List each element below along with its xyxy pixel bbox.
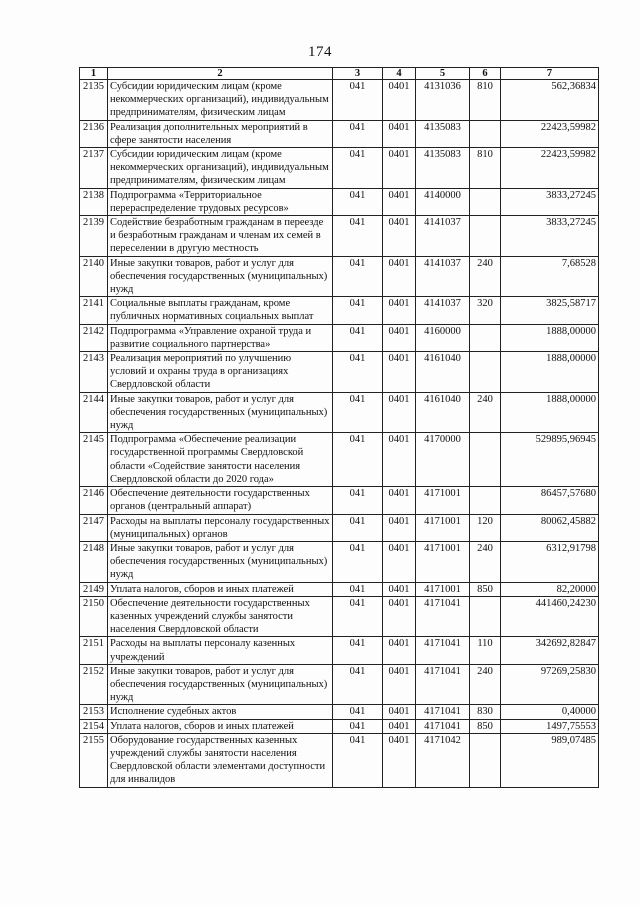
expense-type-code: 850 (470, 719, 501, 733)
header-col-2: 2 (108, 68, 333, 80)
expense-type-code: 320 (470, 297, 501, 324)
expense-type-code (470, 120, 501, 147)
header-col-7: 7 (501, 68, 599, 80)
target-article-code: 4141037 (416, 216, 470, 257)
section-code: 0401 (383, 705, 416, 719)
expense-type-code: 240 (470, 664, 501, 705)
table-row (80, 297, 599, 324)
expense-name: Иные закупки товаров, работ и услуг для обеспечения государственных (муниципальных) нужд (108, 664, 333, 705)
section-code: 0401 (383, 596, 416, 637)
expense-name: Расходы на выплаты персоналу государственных (муниципальных) органов (108, 514, 333, 541)
row-number: 2140 (80, 256, 108, 297)
target-article-code: 4171041 (416, 664, 470, 705)
row-number: 2147 (80, 514, 108, 541)
expense-type-code: 830 (470, 705, 501, 719)
amount: 3833,27245 (501, 188, 599, 215)
expense-name: Субсидии юридическим лицам (кроме некоммерческих организаций), индивидуальным предпринимателям, физическим лицам (108, 148, 333, 189)
target-article-code: 4160000 (416, 324, 470, 351)
amount: 342692,82847 (501, 637, 599, 664)
ministry-code: 041 (333, 733, 383, 787)
ministry-code: 041 (333, 487, 383, 514)
header-col-1: 1 (80, 68, 108, 80)
ministry-code: 041 (333, 120, 383, 147)
table-row (80, 80, 599, 121)
row-number: 2151 (80, 637, 108, 664)
expense-name: Исполнение судебных актов (108, 705, 333, 719)
table-row (80, 664, 599, 705)
table-row (80, 148, 599, 189)
expense-type-code (470, 352, 501, 393)
ministry-code: 041 (333, 664, 383, 705)
expense-name: Уплата налогов, сборов и иных платежей (108, 582, 333, 596)
header-col-3: 3 (333, 68, 383, 80)
table-row (80, 596, 599, 637)
expense-type-code (470, 733, 501, 787)
row-number: 2150 (80, 596, 108, 637)
target-article-code: 4171041 (416, 719, 470, 733)
section-code: 0401 (383, 719, 416, 733)
table-row (80, 733, 599, 787)
amount: 989,07485 (501, 733, 599, 787)
row-number: 2139 (80, 216, 108, 257)
section-code: 0401 (383, 541, 416, 582)
expense-type-code (470, 188, 501, 215)
amount: 7,68528 (501, 256, 599, 297)
table-row (80, 514, 599, 541)
ministry-code: 041 (333, 705, 383, 719)
ministry-code: 041 (333, 433, 383, 487)
row-number: 2152 (80, 664, 108, 705)
table-row (80, 637, 599, 664)
section-code: 0401 (383, 120, 416, 147)
expense-type-code: 240 (470, 392, 501, 433)
expense-type-code (470, 487, 501, 514)
target-article-code: 4171001 (416, 487, 470, 514)
expense-type-code (470, 596, 501, 637)
expense-name: Подпрограмма «Территориальное перераспределение трудовых ресурсов» (108, 188, 333, 215)
expense-name: Иные закупки товаров, работ и услуг для обеспечения государственных (муниципальных) нужд (108, 392, 333, 433)
table-row (80, 392, 599, 433)
expense-name: Иные закупки товаров, работ и услуг для обеспечения государственных (муниципальных) нужд (108, 541, 333, 582)
expense-name: Обеспечение деятельности государственных казенных учреждений службы занятости населения Свердловской области (108, 596, 333, 637)
expense-type-code: 850 (470, 582, 501, 596)
section-code: 0401 (383, 514, 416, 541)
amount: 1888,00000 (501, 352, 599, 393)
ministry-code: 041 (333, 216, 383, 257)
amount: 1497,75553 (501, 719, 599, 733)
expense-type-code (470, 324, 501, 351)
amount: 80062,45882 (501, 514, 599, 541)
section-code: 0401 (383, 433, 416, 487)
section-code: 0401 (383, 637, 416, 664)
expense-name: Социальные выплаты гражданам, кроме публичных нормативных социальных выплат (108, 297, 333, 324)
ministry-code: 041 (333, 514, 383, 541)
table-row (80, 719, 599, 733)
expense-type-code: 240 (470, 256, 501, 297)
target-article-code: 4171041 (416, 596, 470, 637)
target-article-code: 4161040 (416, 352, 470, 393)
expense-name: Подпрограмма «Управление охраной труда и развитие социального партнерства» (108, 324, 333, 351)
row-number: 2144 (80, 392, 108, 433)
table-row (80, 188, 599, 215)
section-code: 0401 (383, 324, 416, 351)
amount: 1888,00000 (501, 392, 599, 433)
amount: 1888,00000 (501, 324, 599, 351)
row-number: 2137 (80, 148, 108, 189)
header-col-6: 6 (470, 68, 501, 80)
target-article-code: 4140000 (416, 188, 470, 215)
section-code: 0401 (383, 80, 416, 121)
section-code: 0401 (383, 216, 416, 257)
expense-name: Расходы на выплаты персоналу казенных учреждений (108, 637, 333, 664)
section-code: 0401 (383, 664, 416, 705)
ministry-code: 041 (333, 148, 383, 189)
table-row (80, 352, 599, 393)
amount: 82,20000 (501, 582, 599, 596)
target-article-code: 4171001 (416, 582, 470, 596)
amount: 562,36834 (501, 80, 599, 121)
ministry-code: 041 (333, 541, 383, 582)
expense-name: Субсидии юридическим лицам (кроме некоммерческих организаций), индивидуальным предпринимателям, физическим лицам (108, 80, 333, 121)
ministry-code: 041 (333, 297, 383, 324)
expense-name: Содействие безработным гражданам в переезде и безработным гражданам и членам их семей в переселении в другую местность (108, 216, 333, 257)
expense-name: Реализация дополнительных мероприятий в сфере занятости населения (108, 120, 333, 147)
expense-type-code (470, 433, 501, 487)
ministry-code: 041 (333, 188, 383, 215)
section-code: 0401 (383, 487, 416, 514)
section-code: 0401 (383, 392, 416, 433)
target-article-code: 4131036 (416, 80, 470, 121)
table-row (80, 582, 599, 596)
table-row (80, 120, 599, 147)
table-row (80, 433, 599, 487)
table-row (80, 324, 599, 351)
target-article-code: 4171001 (416, 514, 470, 541)
ministry-code: 041 (333, 256, 383, 297)
target-article-code: 4135083 (416, 148, 470, 189)
row-number: 2146 (80, 487, 108, 514)
amount: 22423,59982 (501, 120, 599, 147)
page-number: 174 (308, 44, 332, 60)
row-number: 2153 (80, 705, 108, 719)
expense-name: Иные закупки товаров, работ и услуг для обеспечения государственных (муниципальных) нужд (108, 256, 333, 297)
ministry-code: 041 (333, 392, 383, 433)
amount: 22423,59982 (501, 148, 599, 189)
row-number: 2138 (80, 188, 108, 215)
ministry-code: 041 (333, 596, 383, 637)
section-code: 0401 (383, 297, 416, 324)
expense-name: Обеспечение деятельности государственных органов (центральный аппарат) (108, 487, 333, 514)
expense-name: Подпрограмма «Обеспечение реализации государственной программы Свердловской области «Содействие занятости населения Свердловской области до 2020 года» (108, 433, 333, 487)
expense-type-code (470, 216, 501, 257)
expense-type-code: 120 (470, 514, 501, 541)
target-article-code: 4161040 (416, 392, 470, 433)
row-number: 2148 (80, 541, 108, 582)
ministry-code: 041 (333, 324, 383, 351)
amount: 529895,96945 (501, 433, 599, 487)
target-article-code: 4171042 (416, 733, 470, 787)
target-article-code: 4141037 (416, 256, 470, 297)
expense-type-code: 810 (470, 80, 501, 121)
amount: 97269,25830 (501, 664, 599, 705)
section-code: 0401 (383, 733, 416, 787)
target-article-code: 4135083 (416, 120, 470, 147)
expense-type-code: 110 (470, 637, 501, 664)
ministry-code: 041 (333, 637, 383, 664)
row-number: 2141 (80, 297, 108, 324)
header-row (80, 68, 599, 80)
budget-table (79, 67, 599, 788)
amount: 3833,27245 (501, 216, 599, 257)
row-number: 2135 (80, 80, 108, 121)
table-row (80, 216, 599, 257)
expense-name: Реализация мероприятий по улучшению условий и охраны труда в организациях Свердловской области (108, 352, 333, 393)
expense-type-code: 240 (470, 541, 501, 582)
row-number: 2154 (80, 719, 108, 733)
amount: 0,40000 (501, 705, 599, 719)
amount: 3825,58717 (501, 297, 599, 324)
row-number: 2136 (80, 120, 108, 147)
table-row (80, 705, 599, 719)
expense-type-code: 810 (470, 148, 501, 189)
target-article-code: 4170000 (416, 433, 470, 487)
ministry-code: 041 (333, 352, 383, 393)
section-code: 0401 (383, 582, 416, 596)
expense-name: Уплата налогов, сборов и иных платежей (108, 719, 333, 733)
table-row (80, 256, 599, 297)
header-col-5: 5 (416, 68, 470, 80)
row-number: 2145 (80, 433, 108, 487)
target-article-code: 4171041 (416, 637, 470, 664)
expense-name: Оборудование государственных казенных учреждений службы занятости населения Свердловской области элементами доступности для инвалидов (108, 733, 333, 787)
ministry-code: 041 (333, 80, 383, 121)
row-number: 2143 (80, 352, 108, 393)
row-number: 2142 (80, 324, 108, 351)
amount: 441460,24230 (501, 596, 599, 637)
table-row (80, 541, 599, 582)
target-article-code: 4141037 (416, 297, 470, 324)
row-number: 2155 (80, 733, 108, 787)
target-article-code: 4171041 (416, 705, 470, 719)
section-code: 0401 (383, 148, 416, 189)
ministry-code: 041 (333, 582, 383, 596)
section-code: 0401 (383, 256, 416, 297)
header-col-4: 4 (383, 68, 416, 80)
table-row (80, 487, 599, 514)
ministry-code: 041 (333, 719, 383, 733)
section-code: 0401 (383, 188, 416, 215)
target-article-code: 4171001 (416, 541, 470, 582)
section-code: 0401 (383, 352, 416, 393)
amount: 6312,91798 (501, 541, 599, 582)
row-number: 2149 (80, 582, 108, 596)
amount: 86457,57680 (501, 487, 599, 514)
